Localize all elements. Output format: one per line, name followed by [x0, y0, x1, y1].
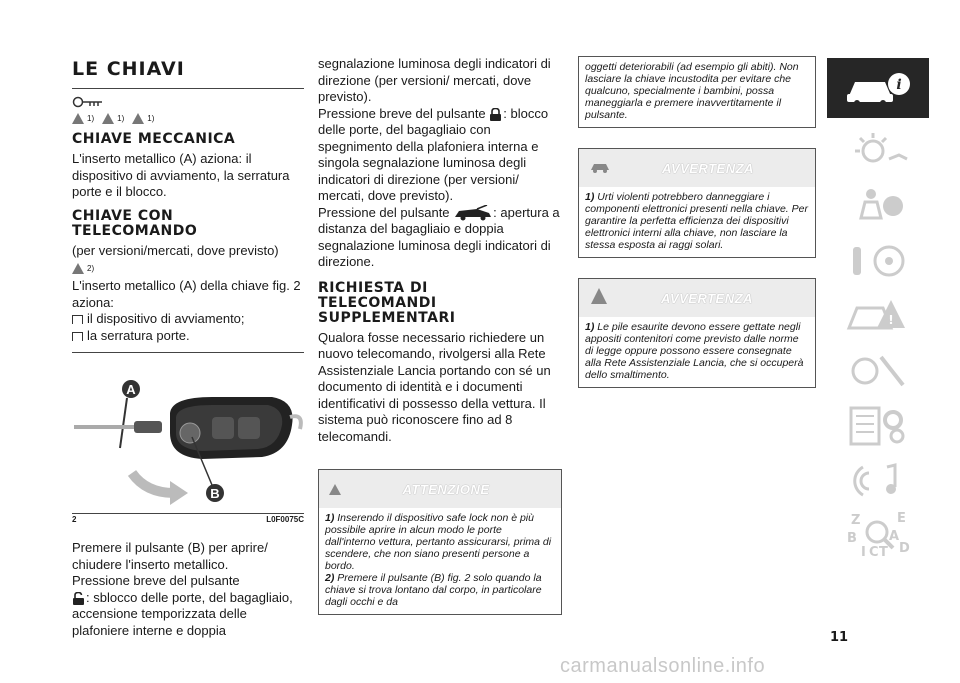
- multimedia-icon: [843, 459, 913, 503]
- svg-text:E: E: [897, 510, 906, 526]
- svg-text:T: T: [879, 544, 888, 560]
- note-number: 1): [585, 191, 595, 203]
- reference-icons-row: [72, 263, 304, 274]
- tab-car-info[interactable]: [827, 58, 929, 118]
- warning-icon: [72, 263, 84, 274]
- index-icon: [843, 510, 913, 562]
- bullet-icon: [72, 332, 83, 341]
- ref-note[interactable]: 1): [147, 114, 155, 123]
- warning-emergency-icon: [843, 294, 913, 338]
- svg-text:A: A: [889, 528, 900, 544]
- label-b: B: [210, 486, 220, 501]
- airbag-safety-icon: [843, 184, 913, 228]
- page-number: 11: [830, 630, 849, 645]
- tab-emergency[interactable]: [827, 289, 929, 342]
- technical-data-icon: [843, 404, 913, 448]
- unlock-icon: [72, 592, 86, 605]
- ref-note[interactable]: 1): [87, 114, 95, 123]
- figure-code: L0F0075C: [266, 515, 304, 524]
- figure-caption: [72, 513, 304, 524]
- continued-box: [578, 56, 816, 128]
- environment-icon: [132, 113, 144, 124]
- reference-icons-row: [72, 113, 304, 124]
- note-text: Le pile esaurite devono essere gettate negli appositi contenitori come previsto dalle norme di legge oppure possono essere consegnate alla Rete Assistenziale Lancia, che si occuperà dello smaltimento.: [585, 321, 804, 381]
- ref-note[interactable]: 2): [87, 264, 95, 273]
- column-1: [72, 56, 304, 639]
- chapter-sidebar: [827, 58, 929, 564]
- attention-box: [318, 469, 562, 615]
- svg-text:I: I: [861, 544, 866, 560]
- trunk-open-icon: [453, 205, 493, 221]
- note-text: Inserendo il dispositivo safe lock non è più possibile aprire in alcun modo le porte dall'interno vettura, pertanto assicurarsi, prima di scendere, che non siano presenti persone a bordo.: [325, 512, 552, 573]
- warning-box-1: [578, 148, 816, 258]
- section-heading: CHIAVE CON TELECOMANDO: [72, 207, 198, 239]
- paragraph: Pressione breve del pulsante: [72, 573, 240, 588]
- svg-text:D: D: [899, 540, 910, 556]
- paragraph: L'inserto metallico (A) della chiave fig. 2 aziona:: [72, 278, 301, 310]
- note-text: oggetti deteriorabili (ad esempio gli abiti). Non lasciare la chiave incustodita per evitare che qualcuno, specialmente i bambini, possa maneggiarla e premere inavvertitamente il pulsante.: [585, 61, 799, 121]
- starting-driving-icon: [843, 239, 913, 283]
- section-heading: RICHIESTA DI TELECOMANDI SUPPLEMENTARI: [318, 279, 456, 326]
- paragraph: L'inserto metallico (A) aziona: il dispositivo di avviamento, la serratura porte e il blocco.: [72, 151, 290, 199]
- note-number: 1): [585, 321, 595, 333]
- tab-index[interactable]: [827, 509, 929, 562]
- bullet-icon: [72, 315, 83, 324]
- paragraph: (per versioni/mercati, dove previsto): [72, 242, 279, 258]
- box-title: AVVERTENZA: [662, 160, 754, 176]
- tab-maintenance[interactable]: [827, 344, 929, 397]
- lock-icon: [489, 108, 503, 121]
- note-number: 1): [325, 512, 335, 525]
- maintenance-icon: [843, 349, 913, 393]
- figure-number: 2: [72, 515, 77, 524]
- key-figure: [72, 353, 304, 513]
- tab-safety[interactable]: [827, 179, 929, 232]
- warning-icon: [72, 113, 84, 124]
- bullet-item: il dispositivo di avviamento;: [72, 311, 304, 328]
- paragraph: Pressione breve del pulsante : blocco delle porte, del bagagliaio con spegnimento della plafoniera interna e singola segnalazione luminosa degli indicatori di direzione (per versioni/ mercati, dove previsto).: [318, 105, 549, 203]
- box-title: AVVERTENZA: [661, 290, 753, 306]
- paragraph: Premere il pulsante (B) per aprire/ chiudere l'inserto metallico.: [72, 540, 268, 572]
- paragraph: : sblocco delle porte, del bagagliaio, accensione temporizzata delle plafoniere interne e doppia: [72, 589, 293, 638]
- tab-dashboard-lights[interactable]: [827, 124, 929, 177]
- page-title: LE CHIAVI: [72, 56, 304, 89]
- key-symbol-icon: [72, 95, 304, 109]
- note-text: Urti violenti potrebbero danneggiare i componenti elettronici presenti nella chiave. Per garantire la perfetta efficienza dei dispositivi elettronici interni alla chiave, non lasciare la stessa esposta ai raggi solari.: [585, 191, 808, 251]
- note-number: 2): [325, 572, 335, 585]
- column-2: [318, 56, 562, 615]
- car-info-icon: [843, 68, 913, 108]
- tab-starting-driving[interactable]: [827, 234, 929, 287]
- label-a: A: [126, 382, 136, 397]
- svg-text:C: C: [869, 544, 879, 560]
- watermark: carmanualsonline.info: [560, 655, 766, 677]
- environment-icon: [589, 287, 609, 310]
- warning-car-icon: [589, 158, 611, 179]
- ref-note[interactable]: 1): [117, 114, 125, 123]
- column-3: [578, 56, 816, 388]
- tab-technical-data[interactable]: [827, 399, 929, 452]
- dashboard-lights-icon: [843, 129, 913, 173]
- section-heading: CHIAVE MECCANICA: [72, 131, 236, 147]
- warning-box-2: [578, 278, 816, 388]
- tab-multimedia[interactable]: [827, 454, 929, 507]
- box-title: ATTENZIONE: [402, 481, 490, 497]
- paragraph: Qualora fosse necessario richiedere un nuovo telecomando, rivolgersi alla Rete Assistenziale Lancia portando con sé un documento di identità e i documenti identificativi di possesso della vettura. Il sistema può riconoscere fino ad 8 telecomandi.: [318, 329, 551, 444]
- warning-icon: [102, 113, 114, 124]
- svg-text:i: i: [896, 77, 902, 93]
- note-text: Premere il pulsante (B) fig. 2 solo quando la chiave si trova lontano dal corpo, in particolare dagli occhi e da: [325, 572, 542, 609]
- paragraph: Pressione del pulsante : apertura a distanza del bagagliaio e doppia segnalazione luminosa degli indicatori di direzione.: [318, 204, 560, 270]
- svg-text:B: B: [847, 530, 857, 546]
- svg-text:!: !: [888, 312, 894, 327]
- svg-text:Z: Z: [851, 512, 861, 528]
- paragraph: segnalazione luminosa degli indicatori di direzione (per versioni/ mercati, dove previsto).: [318, 56, 551, 104]
- warning-icon: [329, 484, 341, 495]
- remote-key-illustration: [72, 353, 304, 513]
- bullet-item: la serratura porte.: [72, 328, 304, 345]
